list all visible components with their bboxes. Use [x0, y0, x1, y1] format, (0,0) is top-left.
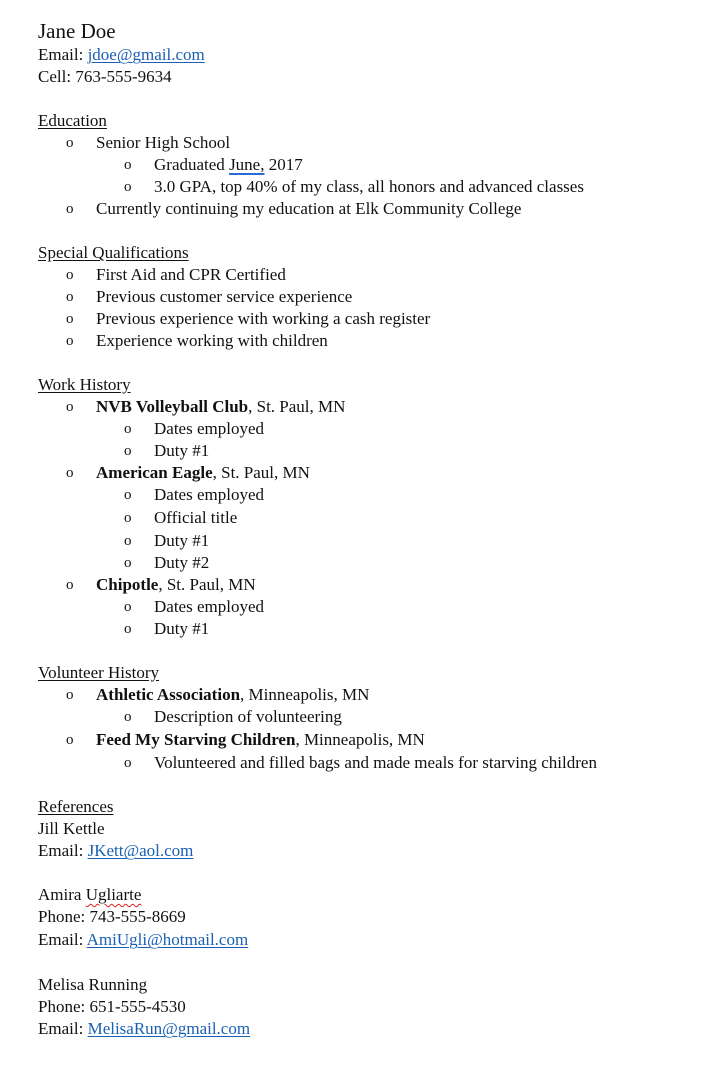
employer-name: American Eagle [96, 463, 213, 482]
spacer [38, 862, 708, 884]
graduated-year: 2017 [264, 155, 303, 174]
list-item [38, 596, 708, 618]
graduated-label: Graduated [154, 155, 230, 174]
job-entry [38, 574, 708, 596]
employer-location: , St. Paul, MN [212, 463, 310, 482]
qualification-text: Previous experience with working a cash register [96, 309, 431, 328]
email-label: Email: [38, 45, 88, 64]
hollow-bullet-icon: o [124, 157, 132, 173]
reference-email-line [38, 928, 708, 952]
spacer [38, 952, 708, 974]
section-heading-qualifications: Special Qualifications [38, 243, 189, 262]
contact-cell-line [38, 66, 708, 88]
reference-phone: 743-555-8669 [89, 907, 186, 926]
hollow-bullet-icon: o [66, 687, 74, 703]
list-item [38, 154, 708, 176]
candidate-name: Jane Doe [38, 19, 116, 43]
section-heading-education: Education [38, 111, 107, 130]
organization-name: Athletic Association [96, 685, 241, 704]
hollow-bullet-icon: o [124, 510, 132, 526]
hollow-bullet-icon: o [66, 465, 74, 481]
employer-name: Chipotle [96, 575, 159, 594]
hollow-bullet-icon: o [66, 311, 74, 327]
spacer [38, 88, 708, 110]
spelling-flagged-word[interactable]: Ugliarte [85, 885, 142, 904]
reference-email-link[interactable]: MelisaRun@gmail.com [87, 1019, 251, 1038]
employer-location: , St. Paul, MN [248, 397, 346, 416]
spacer [38, 220, 708, 242]
list-item [38, 706, 708, 728]
hollow-bullet-icon: o [66, 577, 74, 593]
hollow-bullet-icon: o [124, 755, 132, 771]
hollow-bullet-icon: o [66, 267, 74, 283]
email-label: Email: [38, 930, 87, 949]
hollow-bullet-icon: o [124, 421, 132, 437]
employer-location: , St. Paul, MN [158, 575, 256, 594]
job-detail: Duty #2 [154, 553, 210, 572]
job-detail: Duty #1 [154, 619, 210, 638]
hollow-bullet-icon: o [124, 487, 132, 503]
list-item [38, 752, 708, 774]
hollow-bullet-icon: o [124, 709, 132, 725]
email-link[interactable]: jdoe@gmail.com [87, 45, 205, 64]
spacer [38, 352, 708, 374]
list-item [38, 330, 708, 352]
hollow-bullet-icon: o [124, 555, 132, 571]
job-entry [38, 462, 708, 484]
email-label: Email: [38, 1019, 88, 1038]
phone-label: Phone: [38, 907, 90, 926]
job-detail: Dates employed [154, 419, 264, 438]
section-heading-work-history: Work History [38, 375, 131, 394]
volunteer-entry [38, 728, 708, 752]
reference-email-link[interactable]: AmiUgli@hotmail.com [86, 930, 249, 949]
hollow-bullet-icon: o [124, 443, 132, 459]
organization-location: , Minneapolis, MN [240, 685, 370, 704]
job-detail: Dates employed [154, 597, 264, 616]
section-heading-references: References [38, 797, 114, 816]
spacer [38, 774, 708, 796]
hollow-bullet-icon: o [66, 135, 74, 151]
hollow-bullet-icon: o [66, 399, 74, 415]
list-item [38, 552, 708, 574]
qualification-text: First Aid and CPR Certified [96, 265, 286, 284]
reference-phone: 651-555-4530 [89, 997, 186, 1016]
hollow-bullet-icon: o [124, 533, 132, 549]
continuing-education-text: Currently continuing my education at Elk Community College [96, 199, 522, 218]
hollow-bullet-icon: o [124, 179, 132, 195]
gpa-text: 3.0 GPA, top 40% of my class, all honors and advanced classes [154, 177, 584, 196]
hollow-bullet-icon: o [124, 621, 132, 637]
hollow-bullet-icon: o [124, 599, 132, 615]
hollow-bullet-icon: o [66, 201, 74, 217]
list-item [38, 506, 708, 530]
qualification-text: Experience working with children [96, 331, 328, 350]
reference-phone-line [38, 996, 708, 1018]
employer-name: NVB Volleyball Club [96, 397, 249, 416]
job-detail: Dates employed [154, 485, 264, 504]
job-detail: Duty #1 [154, 441, 210, 460]
list-item [38, 530, 708, 552]
volunteer-detail: Description of volunteering [154, 707, 342, 726]
reference-email-line [38, 840, 708, 862]
grammar-flagged-word[interactable]: June, [229, 155, 265, 174]
reference-name [38, 884, 708, 906]
cell-number: 763-555-9634 [75, 67, 172, 86]
hollow-bullet-icon: o [66, 732, 74, 748]
reference-email-line [38, 1018, 708, 1040]
job-detail: Duty #1 [154, 531, 210, 550]
section-heading-volunteer-history: Volunteer History [38, 663, 160, 682]
organization-location: , Minneapolis, MN [295, 730, 425, 749]
list-item [38, 286, 708, 308]
list-item [38, 484, 708, 506]
hollow-bullet-icon: o [66, 333, 74, 349]
reference-phone-line [38, 906, 708, 928]
list-item [38, 440, 708, 462]
volunteer-entry [38, 684, 708, 706]
reference-email-link[interactable]: JKett@aol.com [87, 841, 194, 860]
phone-label: Phone: [38, 997, 90, 1016]
job-entry [38, 396, 708, 418]
email-label: Email: [38, 841, 88, 860]
resume-document [38, 18, 708, 1040]
reference-name: Jill Kettle [38, 819, 105, 838]
list-item [38, 308, 708, 330]
qualification-text: Previous customer service experience [96, 287, 353, 306]
school-name: Senior High School [96, 133, 231, 152]
list-item [38, 418, 708, 440]
reference-name: Melisa Running [38, 975, 148, 994]
list-item [38, 618, 708, 640]
reference-first-name: Amira [38, 885, 86, 904]
cell-label: Cell: [38, 67, 76, 86]
job-detail: Official title [154, 508, 238, 527]
organization-name: Feed My Starving Children [96, 730, 296, 749]
hollow-bullet-icon: o [66, 289, 74, 305]
list-item [38, 264, 708, 286]
list-item [38, 132, 708, 154]
contact-email-line [38, 44, 708, 66]
volunteer-detail: Volunteered and filled bags and made meals for starving children [154, 753, 597, 772]
list-item [38, 198, 708, 220]
list-item [38, 176, 708, 198]
spacer [38, 640, 708, 662]
